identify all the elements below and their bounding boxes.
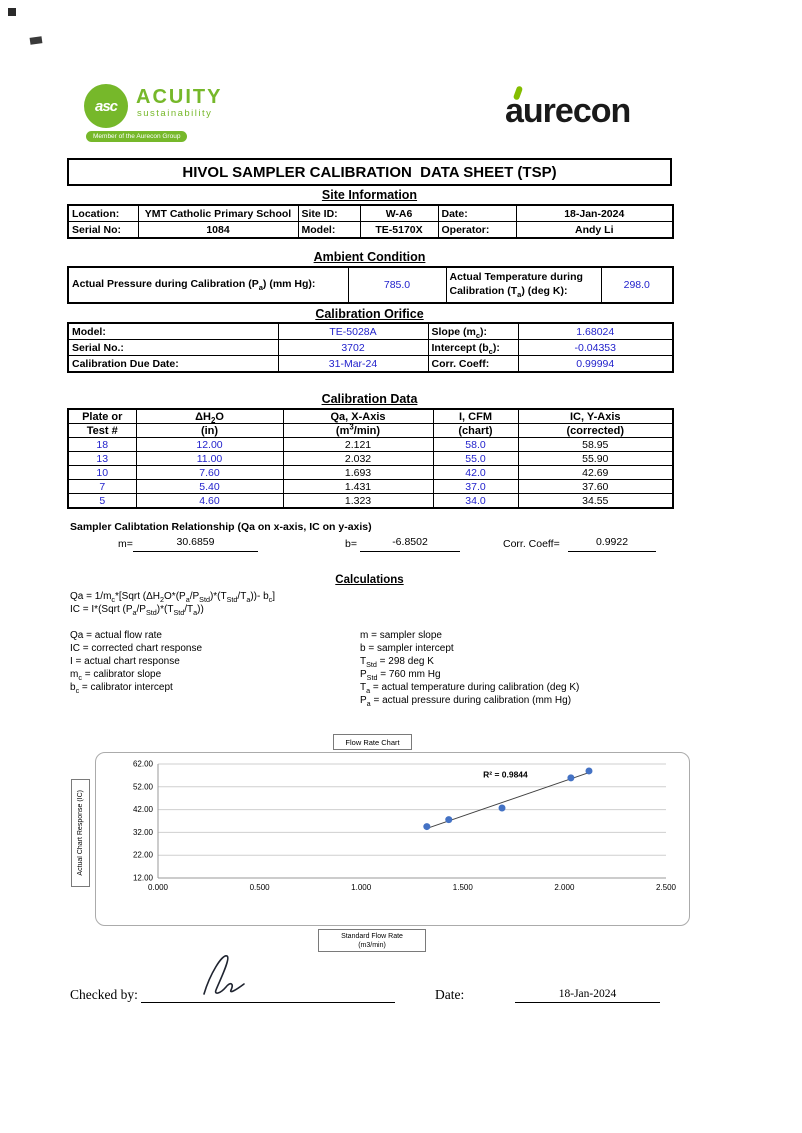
col-ic-subheader: (corrected): [518, 424, 673, 438]
ic-cell: 55.90: [518, 452, 673, 466]
chart-ylabel-box: [71, 779, 90, 887]
svg-text:52.00: 52.00: [132, 782, 153, 792]
site-information-heading: Site Information: [321, 188, 418, 202]
table-row: [68, 222, 673, 239]
table-row: [68, 452, 673, 466]
orifice-model-label: Model:: [68, 323, 278, 340]
table-row: [68, 340, 673, 356]
qa-formula: $Qa = 1/m_c*[Sqrt$ $(\Delta H_2O*(P_a/P_{Std})*(T_{Std}/T_a))-$ $b_c$]: [70, 591, 276, 604]
definition-item: $T_{Std} = 298$ deg K: [360, 656, 434, 669]
operator-label: Operator:: [438, 222, 516, 239]
aurecon-logo: [505, 88, 685, 134]
ambient-condition-heading: Ambient Condition: [313, 250, 426, 264]
scan-artifact: [30, 36, 43, 45]
chart-ylabel: Actual Chart Response (IC): [77, 790, 84, 876]
site-id-label: Site ID:: [298, 205, 360, 222]
model-value: TE-5170X: [360, 222, 438, 239]
checked-by-label: Checked by:: [70, 987, 138, 1002]
calibration-data-table: [67, 408, 674, 509]
model-label: Model:: [298, 222, 360, 239]
svg-text:R² = 0.9844: R² = 0.9844: [483, 769, 528, 780]
acuity-emblem-icon: asc: [84, 84, 128, 128]
plate-cell: 7: [68, 480, 136, 494]
col-dh2o-subheader: (in): [136, 424, 283, 438]
flow-rate-chart: [95, 752, 690, 926]
plate-cell: 18: [68, 438, 136, 452]
col-icfm-header: I, CFM: [433, 409, 518, 424]
corr-coeff-label-2: Corr. Coeff=: [503, 538, 560, 550]
svg-text:22.00: 22.00: [132, 850, 153, 860]
table-row: [68, 466, 673, 480]
location-label: Location:: [68, 205, 138, 222]
footer-date-value: 18-Jan-2024: [558, 988, 617, 1000]
intercept-value: -0.04353: [518, 340, 673, 356]
table-row: [68, 480, 673, 494]
svg-text:32.00: 32.00: [132, 827, 153, 837]
definitions-right: [360, 629, 690, 707]
col-dh2o-header: $\Delta H_2O$: [136, 409, 283, 424]
table-row: [68, 267, 673, 303]
chart-title: Flow Rate Chart: [345, 737, 400, 747]
pressure-value: 785.0: [348, 267, 446, 303]
ambient-condition-table: [67, 266, 674, 304]
calculations-heading: Calculations: [335, 574, 404, 586]
date-value: 18-Jan-2024: [516, 205, 673, 222]
document-title-box: [67, 158, 672, 186]
col-ic-header: IC, Y-Axis: [518, 409, 673, 424]
svg-text:12.00: 12.00: [132, 873, 153, 883]
col-plate-subheader: Test #: [68, 424, 136, 438]
intercept-label: Intercept $(b_c)$:: [428, 340, 518, 356]
qa-cell: 1.431: [283, 480, 433, 494]
calibration-orifice-table: [67, 322, 674, 373]
serial-no-value: 1084: [138, 222, 298, 239]
svg-text:1.000: 1.000: [351, 883, 372, 892]
b-value: -6.8502: [360, 536, 460, 552]
calibration-data-heading: Calibration Data: [321, 392, 418, 406]
definition-item: I = actual chart response: [70, 656, 180, 667]
plate-cell: 13: [68, 452, 136, 466]
dh2o-cell: 11.00: [136, 452, 283, 466]
icfm-cell: 58.0: [433, 438, 518, 452]
footer-date-line: [515, 987, 660, 1003]
relationship-label: Sampler Calibtation Relationship (Qa on x-axis, IC on y-axis): [70, 521, 372, 533]
corr-coeff-label: Corr. Coeff:: [428, 356, 518, 373]
col-icfm-subheader: (chart): [433, 424, 518, 438]
corr-coeff-value-2: 0.9922: [568, 536, 656, 552]
b-label: b=: [345, 538, 357, 550]
ic-formula: IC = I*(Sqrt $(P_a/P_{Std})*(T_{Std}/T_a)$): [70, 604, 204, 617]
table-row: [68, 205, 673, 222]
acuity-subtitle: sustainability: [137, 108, 213, 119]
definitions-left: [70, 629, 340, 694]
slope-value: 1.68024: [518, 323, 673, 340]
aurecon-wordmark: aurecon: [505, 92, 631, 130]
chart-title-box: [333, 734, 412, 750]
plate-cell: 5: [68, 494, 136, 509]
date-label: Date:: [438, 205, 516, 222]
definition-item: b = sampler intercept: [360, 643, 454, 654]
definition-item: m = sampler slope: [360, 630, 442, 641]
svg-text:1.500: 1.500: [452, 883, 473, 892]
ic-cell: 42.69: [518, 466, 673, 480]
table-row: [68, 494, 673, 509]
table-row: [68, 323, 673, 340]
definition-item: IC = corrected chart response: [70, 643, 203, 654]
site-information-table: [67, 204, 674, 239]
dh2o-cell: 7.60: [136, 466, 283, 480]
footer-date-label: Date:: [435, 987, 465, 1002]
definition-item: Qa = actual flow rate: [70, 630, 162, 641]
header-row: [68, 409, 673, 424]
table-row: [68, 356, 673, 373]
svg-text:62.00: 62.00: [132, 759, 153, 769]
icfm-cell: 42.0: [433, 466, 518, 480]
definition-item: $b_c$ = calibrator intercept: [70, 682, 173, 695]
definition-item: $m_c$ = calibrator slope: [70, 669, 162, 682]
acuity-member-tagline: Member of the Aurecon Group: [86, 131, 187, 142]
site-id-value: W-A6: [360, 205, 438, 222]
pressure-label: Actual Pressure during Calibration $(P_a)$ (mm Hg):: [68, 267, 348, 303]
cal-due-date-label: Calibration Due Date:: [68, 356, 278, 373]
icfm-cell: 37.0: [433, 480, 518, 494]
slope-label: Slope $(m_c)$:: [428, 323, 518, 340]
svg-text:42.00: 42.00: [132, 805, 153, 815]
orifice-serial-label: Serial No.:: [68, 340, 278, 356]
definition-item: $P_{Std} = 760$ mm Hg: [360, 669, 441, 682]
plate-cell: 10: [68, 466, 136, 480]
table-row: [68, 438, 673, 452]
acuity-logo: [84, 84, 324, 144]
orifice-serial-value: 3702: [278, 340, 428, 356]
svg-text:2.500: 2.500: [655, 883, 677, 892]
calibration-orifice-heading: Calibration Orifice: [315, 307, 424, 321]
chart-xlabel-line1: Standard Flow Rate: [341, 932, 403, 940]
scan-artifact: [8, 8, 16, 16]
temperature-value: 298.0: [601, 267, 673, 303]
relationship-values-row: [0, 536, 802, 552]
signature-scribble: [190, 952, 270, 1002]
orifice-model-value: TE-5028A: [278, 323, 428, 340]
definition-item: $T_a$ = actual temperature during calibration (deg K): [360, 682, 580, 695]
qa-cell: 1.693: [283, 466, 433, 480]
m-label: m=: [118, 538, 133, 550]
chart-xlabel-line2: (m3/min): [358, 941, 386, 949]
svg-text:0.500: 0.500: [249, 883, 270, 892]
col-plate-header: Plate or: [68, 409, 136, 424]
acuity-wordmark: ACUITY: [136, 86, 223, 108]
svg-text:2.000: 2.000: [554, 883, 575, 892]
dh2o-cell: 5.40: [136, 480, 283, 494]
qa-cell: 1.323: [283, 494, 433, 509]
col-qa-header: Qa, X-Axis: [283, 409, 433, 424]
qa-cell: 2.032: [283, 452, 433, 466]
operator-value: Andy Li: [516, 222, 673, 239]
ic-cell: 37.60: [518, 480, 673, 494]
col-qa-subheader: $(m^3/\min)$: [283, 424, 433, 438]
icfm-cell: 34.0: [433, 494, 518, 509]
definition-item: $P_a$ = actual pressure during calibration (mm Hg): [360, 695, 572, 708]
temperature-label: Actual Temperature during Calibration $(T_a)$ (deg K):: [446, 267, 601, 303]
location-value: YMT Catholic Primary School: [138, 205, 298, 222]
dh2o-cell: 12.00: [136, 438, 283, 452]
m-value: 30.6859: [133, 536, 258, 552]
serial-no-label: Serial No:: [68, 222, 138, 239]
ic-cell: 58.95: [518, 438, 673, 452]
icfm-cell: 55.0: [433, 452, 518, 466]
header-row: [68, 424, 673, 438]
ic-cell: 34.55: [518, 494, 673, 509]
corr-coeff-value: 0.99994: [518, 356, 673, 373]
flow-rate-chart-plot: [96, 753, 689, 925]
document-title: HIVOL SAMPLER CALIBRATION DATA SHEET (TSP): [182, 163, 557, 181]
dh2o-cell: 4.60: [136, 494, 283, 509]
chart-xlabel-box: [318, 929, 426, 952]
svg-text:0.000: 0.000: [147, 883, 169, 892]
cal-due-date-value: 31-Mar-24: [278, 356, 428, 373]
qa-cell: 2.121: [283, 438, 433, 452]
